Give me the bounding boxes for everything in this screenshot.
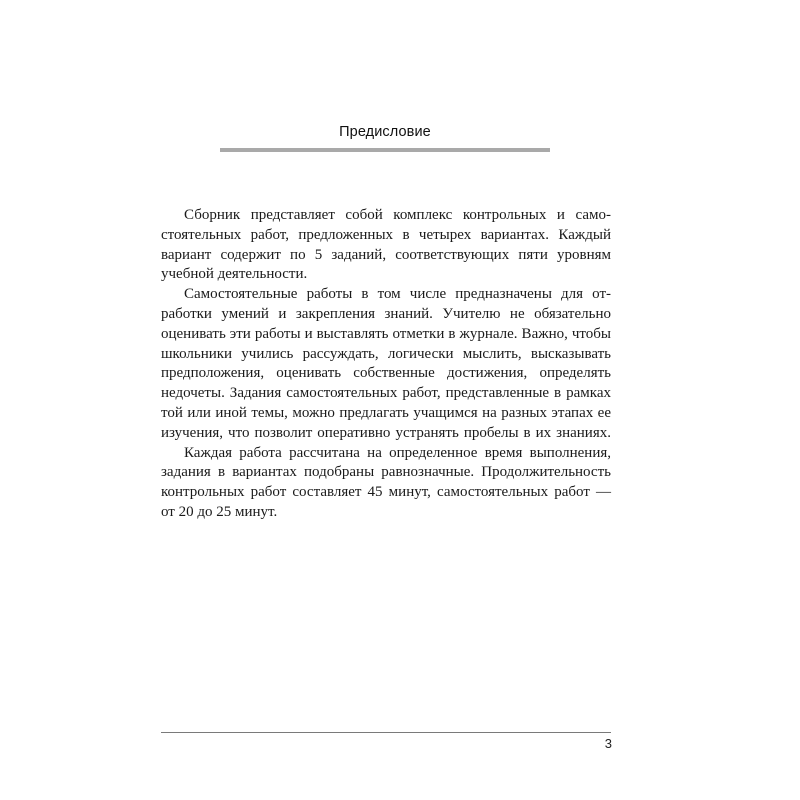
page-number: 3 <box>604 736 612 751</box>
text-line: задания в вариантах подобраны равнозначные. Продолжительность <box>161 464 611 481</box>
text-line: контрольных работ составляет 45 минут, самостоятельных работ — <box>161 484 611 501</box>
text-line: от 20 до 25 минут. <box>161 503 278 520</box>
text-line: той или иной темы, можно предлагать учащимся на разных этапах ее <box>161 404 611 421</box>
paragraph-3 <box>161 444 611 523</box>
text-line: оценивать эти работы и выставлять отметки в журнале. Важно, чтобы <box>161 325 611 342</box>
text-line: работки умений и закрепления знаний. Учителю не обязательно <box>161 305 611 322</box>
text-line: Сборник представляет собой комплекс контрольных и само- <box>184 207 611 223</box>
text-line: стоятельных работ, предложенных в четырех вариантах. Каждый <box>161 226 611 243</box>
footer-divider <box>161 732 611 733</box>
paragraph-2 <box>161 285 611 443</box>
text-line: изучения, что позволит оперативно устранять пробелы в их знаниях. <box>161 424 611 441</box>
page-title: Предисловие <box>339 124 431 140</box>
text-line: предположения, оценивать собственные достижения, определять <box>161 365 611 382</box>
text-line: школьники учились рассуждать, логически мыслить, высказывать <box>161 345 611 362</box>
preface-body <box>161 206 611 523</box>
text-line: Каждая работа рассчитана на определенное время выполнения, <box>184 444 611 461</box>
text-line: Самостоятельные работы в том числе предназначены для от- <box>184 286 611 303</box>
text-line: недочеты. Задания самостоятельных работ, представленные в рамках <box>161 385 611 402</box>
text-line: учебной деятельности. <box>161 266 308 283</box>
title-underline <box>220 148 550 152</box>
paragraph-1 <box>161 206 611 285</box>
text-line: вариант содержит по 5 заданий, соответствующих пяти уровням <box>161 246 611 263</box>
